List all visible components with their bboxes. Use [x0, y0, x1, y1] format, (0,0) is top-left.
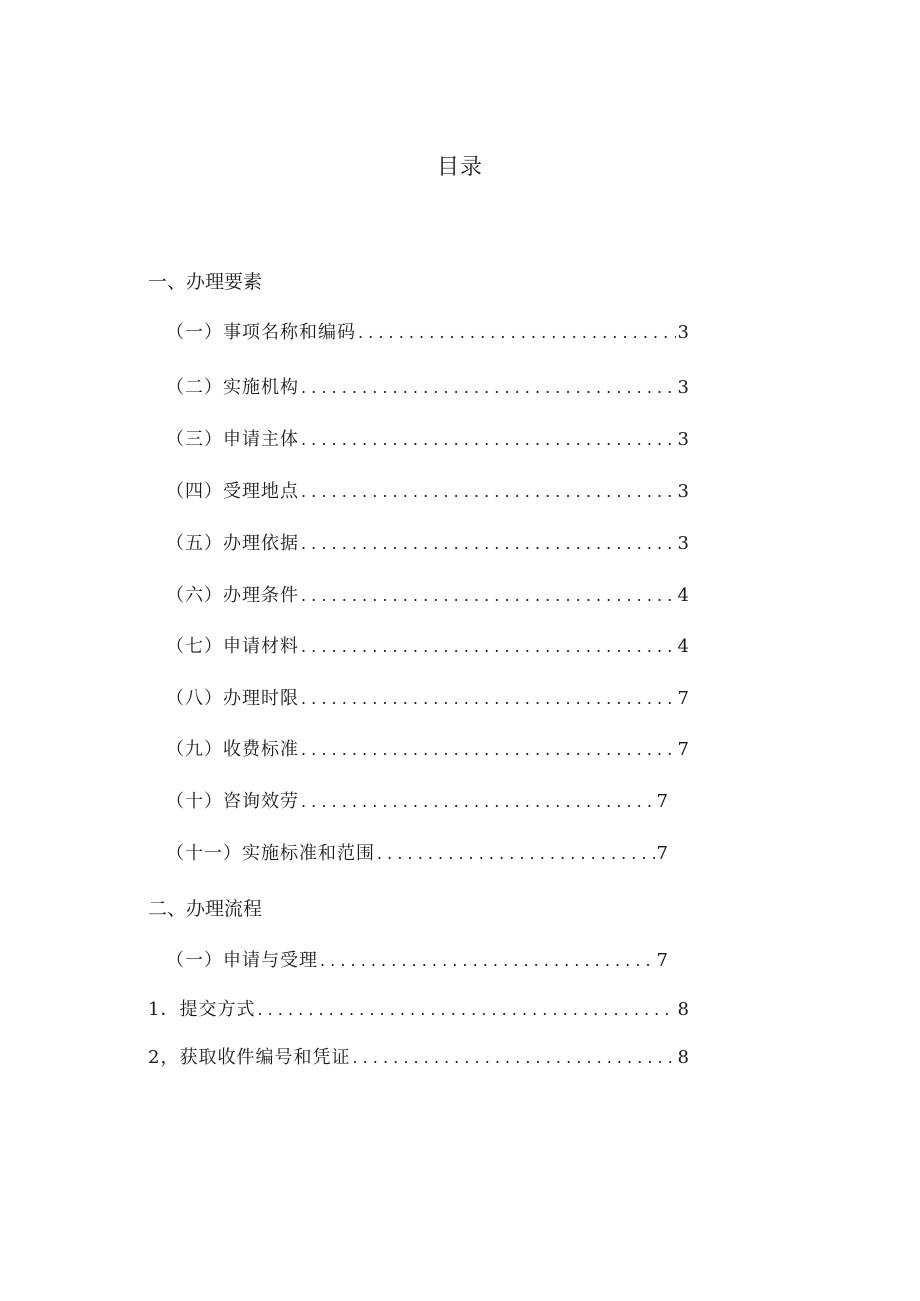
toc-entry-label: 2，获取收件编号和凭证: [148, 1047, 351, 1068]
toc-entry-page: 3: [677, 481, 689, 502]
toc-entry-page: 8: [677, 1047, 689, 1068]
dot-leader: [301, 378, 676, 397]
toc-entry[interactable]: [166, 581, 689, 607]
toc-entry-page: 3: [677, 533, 689, 554]
dot-leader: [301, 792, 655, 811]
toc-entry[interactable]: [166, 839, 668, 865]
toc-entry-page: 7: [677, 739, 689, 760]
toc-entry[interactable]: [166, 529, 689, 555]
toc-entry-page: 3: [677, 429, 689, 450]
toc-entry[interactable]: [148, 1043, 689, 1069]
toc-entry-label: （一）事项名称和编码: [166, 322, 356, 343]
toc-entry-page: 3: [677, 322, 689, 343]
toc-entry[interactable]: [166, 946, 668, 972]
toc-entry[interactable]: [166, 632, 689, 658]
toc-entry-label: （七）申请材料: [166, 636, 299, 657]
toc-entry-page: 4: [677, 585, 689, 606]
dot-leader: [301, 586, 676, 605]
toc-entry-page: 8: [677, 999, 689, 1020]
toc-entry-page: 7: [656, 950, 668, 971]
toc-entry-label: （十）咨询效劳: [166, 791, 299, 812]
dot-leader: [320, 951, 655, 970]
toc-entry-label: （六）办理条件: [166, 585, 299, 606]
toc-entry-label: （五）办理依据: [166, 533, 299, 554]
section-heading-1: 一、办理要素: [148, 271, 263, 293]
toc-entry[interactable]: [166, 373, 689, 399]
toc-entry-label: （三）申请主体: [166, 429, 299, 450]
section-heading-2: 二、办理流程: [148, 898, 263, 920]
toc-entry-label: （八）办理时限: [166, 688, 299, 709]
dot-leader: [301, 689, 676, 708]
toc-entry[interactable]: [166, 318, 689, 344]
dot-leader: [301, 534, 676, 553]
toc-entry-page: 3: [677, 377, 689, 398]
toc-entry-page: 7: [656, 791, 668, 812]
dot-leader: [301, 430, 676, 449]
toc-entry-label: 1．提交方式: [148, 999, 256, 1020]
toc-entry[interactable]: [148, 995, 689, 1021]
toc-entry[interactable]: [166, 735, 689, 761]
toc-entry-label: （九）收费标准: [166, 739, 299, 760]
toc-entry-label: （十一）实施标准和范围: [166, 843, 375, 864]
dot-leader: [358, 323, 676, 342]
toc-entry[interactable]: [166, 684, 689, 710]
toc-entry[interactable]: [166, 477, 689, 503]
dot-leader: [301, 482, 676, 501]
toc-entry-label: （四）受理地点: [166, 481, 299, 502]
dot-leader: [352, 1048, 675, 1067]
toc-entry[interactable]: [166, 425, 689, 451]
toc-entry-page: 7: [677, 688, 689, 709]
dot-leader: [301, 637, 676, 656]
dot-leader: [257, 1000, 675, 1019]
dot-leader: [301, 740, 676, 759]
page-title: 目录: [436, 155, 483, 180]
toc-entry-label: （一）申请与受理: [166, 950, 318, 971]
toc-entry-page: 4: [677, 636, 689, 657]
toc-entry-page: 7: [656, 843, 668, 864]
toc-entry[interactable]: [166, 787, 668, 813]
toc-entry-label: （二）实施机构: [166, 377, 299, 398]
dot-leader: [377, 844, 655, 863]
